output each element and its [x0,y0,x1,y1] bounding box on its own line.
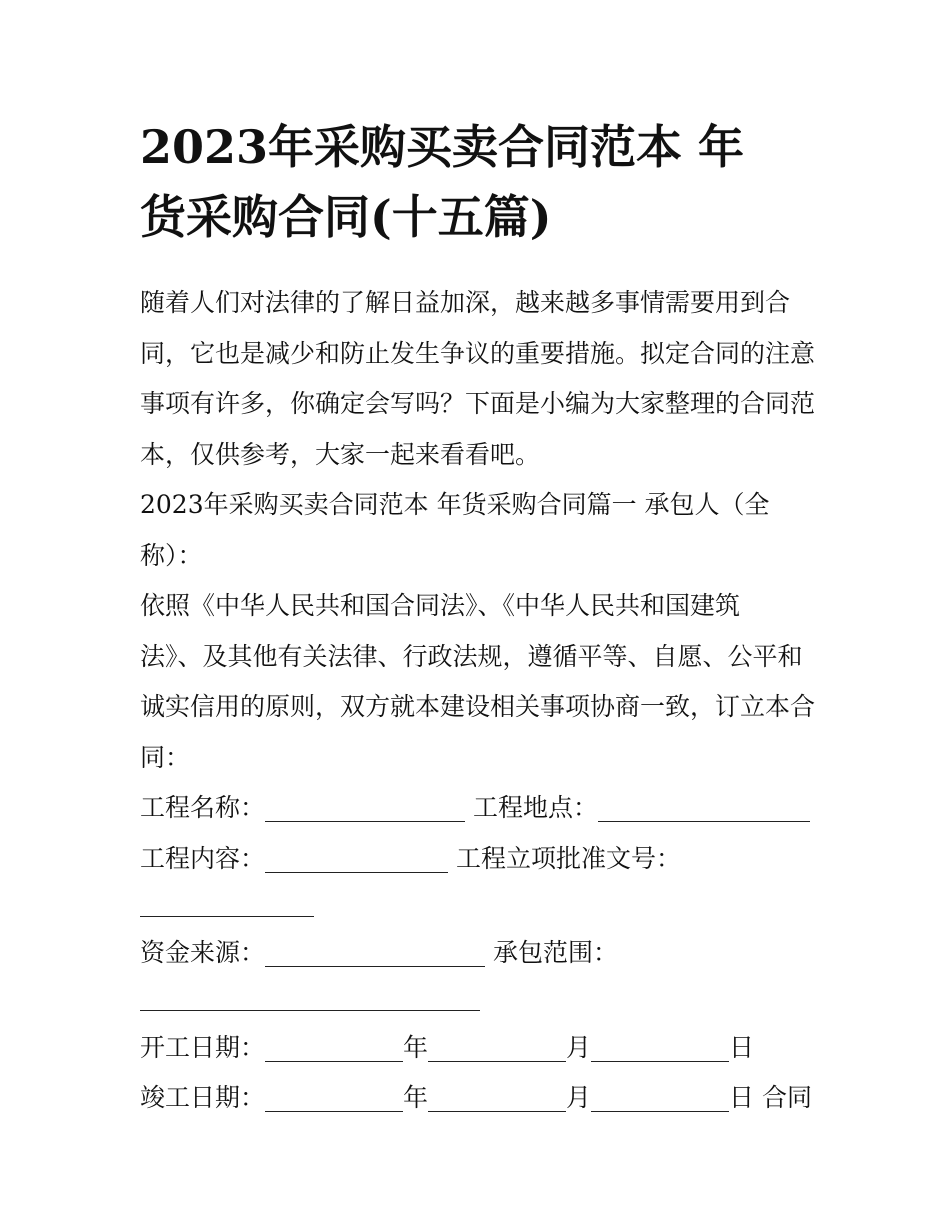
project-location-label: 工程地点： [472,793,598,822]
intro-line-2: 同，它也是减少和防止发生争议的重要措施。拟定合同的注意 [140,338,816,368]
fund-source-label: 资金来源： [140,938,266,967]
scope-label: 承包范围： [492,938,618,967]
end-date-label: 竣工日期： [140,1083,266,1112]
start-year-unit: 年 [403,1032,429,1062]
fund-source-blank[interactable] [265,936,485,967]
end-month-unit: 月 [566,1083,592,1112]
project-content-blank[interactable] [265,842,448,873]
basis-line-1: 依照《中华人民共和国合同法》、《中华人民共和国建筑 [140,591,741,620]
approval-no-blank[interactable] [140,886,314,917]
title-line-1: 2023年采购买卖合同范本 年 [140,120,745,174]
start-day-blank[interactable] [591,1031,729,1062]
intro-line-4: 本，仅供参考，大家一起来看看吧。 [140,439,541,469]
intro-line-3: 事项有许多，你确定会写吗？下面是小编为大家整理的合同范 [140,389,816,418]
title-line-2: 货采购合同(十五篇) [140,190,552,244]
basis-line-3: 诚实信用的原则，双方就本建设相关事项协商一致，订立本合 [140,692,816,721]
section-heading-line-2: 称）： [140,540,203,570]
end-date-row [140,1073,820,1124]
start-month-unit: 月 [566,1032,592,1062]
approval-no-row [140,878,820,929]
approval-no-label: 工程立项批准文号： [455,843,681,873]
document-body [140,278,820,1124]
end-month-blank[interactable] [428,1081,566,1112]
project-name-row [140,783,820,834]
end-day-unit: 日 合同 [729,1083,812,1112]
document-title [140,112,820,252]
project-content-row [140,834,820,878]
start-date-label: 开工日期： [140,1032,266,1062]
section-heading-line-1: 2023年采购买卖合同范本 年货采购合同篇一 承包人（全 [140,490,770,519]
scope-blank[interactable] [140,980,480,1011]
project-location-blank[interactable] [598,791,810,822]
basis-line-2: 法》、及其他有关法律、行政法规，遵循平等、自愿、公平和 [140,641,803,671]
end-day-blank[interactable] [591,1081,729,1112]
intro-line-1: 随着人们对法律的了解日益加深，越来越多事情需要用到合 [140,288,791,317]
project-content-label: 工程内容： [140,843,266,873]
scope-row [140,972,820,1023]
start-year-blank[interactable] [265,1031,403,1062]
end-year-unit: 年 [403,1083,429,1112]
fund-source-row [140,928,820,972]
project-name-label: 工程名称： [140,793,266,822]
end-year-blank[interactable] [265,1081,403,1112]
start-month-blank[interactable] [428,1031,566,1062]
project-name-blank[interactable] [265,791,465,822]
basis-line-4: 同： [140,742,191,772]
start-day-unit: 日 [729,1032,755,1062]
start-date-row [140,1023,820,1074]
